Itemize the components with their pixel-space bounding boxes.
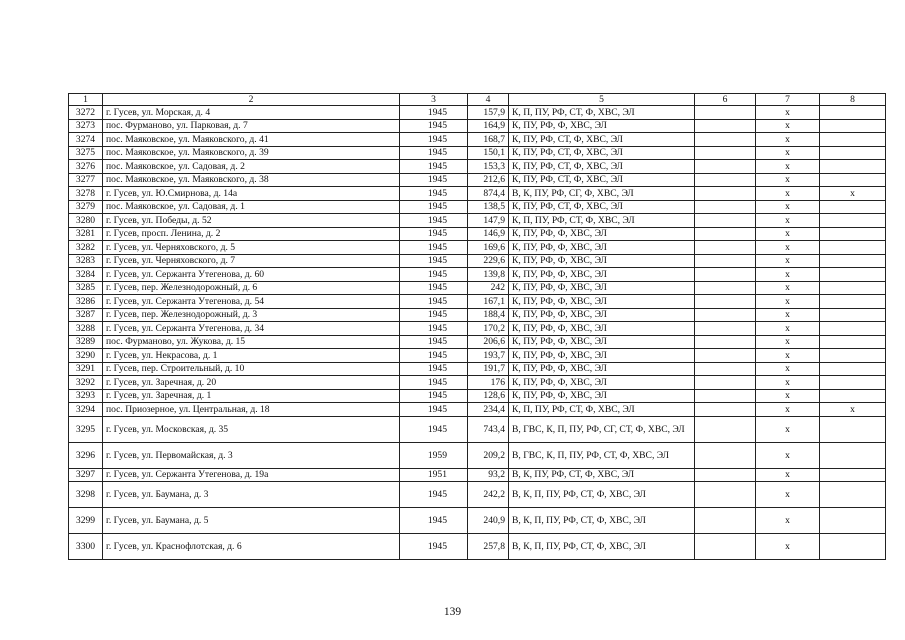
table-row [69, 389, 886, 403]
address-cell: г. Гусев, ул. Черняховского, д. 7 [103, 254, 400, 268]
table-row [69, 376, 886, 390]
area-cell: 139,8 [468, 268, 509, 282]
address-cell: г. Гусев, ул. Черняховского, д. 5 [103, 241, 400, 255]
row-number-cell: 3293 [69, 389, 103, 403]
systems-cell: В, К, П, ПУ, РФ, СТ, Ф, ХВС, ЭЛ [509, 534, 695, 560]
systems-cell: К, ПУ, РФ, СТ, Ф, ХВС, ЭЛ [509, 146, 695, 160]
column-8-cell: х [820, 403, 886, 417]
systems-cell: К, П, ПУ, РФ, СТ, Ф, ХВС, ЭЛ [509, 403, 695, 417]
address-cell: г. Гусев, ул. Заречная, д. 20 [103, 376, 400, 390]
systems-cell: К, ПУ, РФ, Ф, ХВС, ЭЛ [509, 295, 695, 309]
column-7-cell: х [756, 295, 820, 309]
table-row [69, 106, 886, 120]
column-6-cell [695, 482, 756, 508]
address-cell: пос. Маяковское, ул. Маяковского, д. 38 [103, 173, 400, 187]
systems-cell: К, ПУ, РФ, СТ, Ф, ХВС, ЭЛ [509, 160, 695, 174]
column-7-cell: х [756, 268, 820, 282]
column-7-cell: х [756, 322, 820, 336]
table-row [69, 349, 886, 363]
area-cell: 128,6 [468, 389, 509, 403]
column-8-cell [820, 160, 886, 174]
year-cell: 1945 [400, 416, 468, 442]
area-cell: 157,9 [468, 106, 509, 120]
row-number-cell: 3273 [69, 119, 103, 133]
column-8-cell [820, 389, 886, 403]
year-cell: 1945 [400, 482, 468, 508]
area-cell: 146,9 [468, 227, 509, 241]
column-8-cell [820, 376, 886, 390]
year-cell: 1945 [400, 362, 468, 376]
column-6-cell [695, 254, 756, 268]
area-cell: 206,6 [468, 335, 509, 349]
area-cell: 167,1 [468, 295, 509, 309]
systems-cell: К, ПУ, РФ, Ф, ХВС, ЭЛ [509, 268, 695, 282]
year-cell: 1945 [400, 508, 468, 534]
year-cell: 1945 [400, 133, 468, 147]
column-7-cell: х [756, 468, 820, 482]
column-8-cell [820, 173, 886, 187]
table-row [69, 227, 886, 241]
table-row [69, 268, 886, 282]
table-row [69, 322, 886, 336]
column-8-cell [820, 295, 886, 309]
address-cell: г. Гусев, ул. Победы, д. 52 [103, 214, 400, 228]
area-cell: 209,2 [468, 442, 509, 468]
systems-cell: К, ПУ, РФ, Ф, ХВС, ЭЛ [509, 241, 695, 255]
column-8-cell [820, 468, 886, 482]
column-7-cell: х [756, 416, 820, 442]
table-row [69, 362, 886, 376]
row-number-cell: 3276 [69, 160, 103, 174]
column-8-cell [820, 482, 886, 508]
column-header: 7 [756, 94, 820, 106]
column-8-cell [820, 227, 886, 241]
year-cell: 1945 [400, 322, 468, 336]
year-cell: 1945 [400, 389, 468, 403]
column-header: 2 [103, 94, 400, 106]
systems-cell: К, ПУ, РФ, Ф, ХВС, ЭЛ [509, 349, 695, 363]
column-6-cell [695, 349, 756, 363]
year-cell: 1945 [400, 403, 468, 417]
year-cell: 1945 [400, 173, 468, 187]
table-row [69, 187, 886, 201]
column-6-cell [695, 362, 756, 376]
column-7-cell: х [756, 508, 820, 534]
row-number-cell: 3277 [69, 173, 103, 187]
row-number-cell: 3292 [69, 376, 103, 390]
column-7-cell: х [756, 254, 820, 268]
row-number-cell: 3298 [69, 482, 103, 508]
address-cell: г. Гусев, ул. Баумана, д. 3 [103, 482, 400, 508]
address-cell: пос. Фурманово, ул. Жукова, д. 15 [103, 335, 400, 349]
table-row [69, 508, 886, 534]
table-row [69, 254, 886, 268]
row-number-cell: 3278 [69, 187, 103, 201]
systems-cell: К, ПУ, РФ, Ф, ХВС, ЭЛ [509, 376, 695, 390]
address-cell: г. Гусев, ул. Первомайская, д. 3 [103, 442, 400, 468]
area-cell: 240,9 [468, 508, 509, 534]
table-row [69, 295, 886, 309]
column-8-cell [820, 335, 886, 349]
column-6-cell [695, 468, 756, 482]
systems-cell: К, ПУ, РФ, СТ, Ф, ХВС, ЭЛ [509, 133, 695, 147]
column-6-cell [695, 173, 756, 187]
address-cell: пос. Маяковское, ул. Садовая, д. 2 [103, 160, 400, 174]
systems-cell: К, ПУ, РФ, Ф, ХВС, ЭЛ [509, 362, 695, 376]
systems-cell: К, П, ПУ, РФ, СТ, Ф, ХВС, ЭЛ [509, 214, 695, 228]
systems-cell: К, ПУ, РФ, СТ, Ф, ХВС, ЭЛ [509, 200, 695, 214]
table-row [69, 534, 886, 560]
column-8-cell [820, 146, 886, 160]
address-cell: г. Гусев, просп. Ленина, д. 2 [103, 227, 400, 241]
year-cell: 1945 [400, 268, 468, 282]
address-cell: пос. Приозерное, ул. Центральная, д. 18 [103, 403, 400, 417]
systems-cell: К, ПУ, РФ, СТ, Ф, ХВС, ЭЛ [509, 173, 695, 187]
row-number-cell: 3286 [69, 295, 103, 309]
table-row [69, 241, 886, 255]
systems-cell: К, ПУ, РФ, Ф, ХВС, ЭЛ [509, 254, 695, 268]
year-cell: 1945 [400, 146, 468, 160]
column-6-cell [695, 335, 756, 349]
column-header: 5 [509, 94, 695, 106]
column-6-cell [695, 442, 756, 468]
column-7-cell: х [756, 106, 820, 120]
year-cell: 1945 [400, 214, 468, 228]
row-number-cell: 3272 [69, 106, 103, 120]
row-number-cell: 3296 [69, 442, 103, 468]
table-body [69, 94, 886, 560]
year-cell: 1945 [400, 281, 468, 295]
column-6-cell [695, 200, 756, 214]
row-number-cell: 3289 [69, 335, 103, 349]
address-cell: г. Гусев, ул. Баумана, д. 5 [103, 508, 400, 534]
row-number-cell: 3275 [69, 146, 103, 160]
year-cell: 1959 [400, 442, 468, 468]
address-cell: г. Гусев, ул. Ю.Смирнова, д. 14а [103, 187, 400, 201]
column-8-cell [820, 534, 886, 560]
row-number-cell: 3300 [69, 534, 103, 560]
column-6-cell [695, 281, 756, 295]
column-6-cell [695, 119, 756, 133]
area-cell: 242,2 [468, 482, 509, 508]
column-6-cell [695, 534, 756, 560]
address-cell: пос. Маяковское, ул. Маяковского, д. 41 [103, 133, 400, 147]
column-8-cell [820, 106, 886, 120]
area-cell: 176 [468, 376, 509, 390]
table-row [69, 468, 886, 482]
row-number-cell: 3274 [69, 133, 103, 147]
column-7-cell: х [756, 173, 820, 187]
column-header: 4 [468, 94, 509, 106]
column-8-cell [820, 254, 886, 268]
year-cell: 1945 [400, 227, 468, 241]
column-6-cell [695, 133, 756, 147]
column-6-cell [695, 295, 756, 309]
address-cell: пос. Фурманово, ул. Парковая, д. 7 [103, 119, 400, 133]
year-cell: 1945 [400, 254, 468, 268]
column-8-cell [820, 133, 886, 147]
year-cell: 1945 [400, 241, 468, 255]
table-row [69, 160, 886, 174]
year-cell: 1945 [400, 534, 468, 560]
column-6-cell [695, 308, 756, 322]
column-6-cell [695, 106, 756, 120]
area-cell: 168,7 [468, 133, 509, 147]
table-row [69, 442, 886, 468]
row-number-cell: 3281 [69, 227, 103, 241]
row-number-cell: 3282 [69, 241, 103, 255]
column-7-cell: х [756, 403, 820, 417]
column-8-cell [820, 268, 886, 282]
column-7-cell: х [756, 227, 820, 241]
column-7-cell: х [756, 133, 820, 147]
table-row [69, 416, 886, 442]
systems-cell: В, К, П, ПУ, РФ, СТ, Ф, ХВС, ЭЛ [509, 482, 695, 508]
address-cell: г. Гусев, пер. Железнодорожный, д. 6 [103, 281, 400, 295]
column-7-cell: х [756, 335, 820, 349]
column-7-cell: х [756, 534, 820, 560]
column-8-cell [820, 241, 886, 255]
row-number-cell: 3299 [69, 508, 103, 534]
year-cell: 1945 [400, 200, 468, 214]
table-row [69, 482, 886, 508]
area-cell: 242 [468, 281, 509, 295]
column-7-cell: х [756, 308, 820, 322]
column-8-cell [820, 200, 886, 214]
column-6-cell [695, 187, 756, 201]
area-cell: 212,6 [468, 173, 509, 187]
table-row [69, 146, 886, 160]
table-row [69, 281, 886, 295]
year-cell: 1945 [400, 160, 468, 174]
address-cell: пос. Маяковское, ул. Садовая, д. 1 [103, 200, 400, 214]
address-cell: г. Гусев, ул. Сержанта Утегенова, д. 19а [103, 468, 400, 482]
area-cell: 170,2 [468, 322, 509, 336]
column-7-cell: х [756, 281, 820, 295]
year-cell: 1945 [400, 349, 468, 363]
column-8-cell [820, 119, 886, 133]
column-7-cell: х [756, 187, 820, 201]
table-row [69, 173, 886, 187]
table-row [69, 308, 886, 322]
column-6-cell [695, 214, 756, 228]
address-cell: г. Гусев, пер. Строительный, д. 10 [103, 362, 400, 376]
column-7-cell: х [756, 160, 820, 174]
table-row [69, 133, 886, 147]
column-8-cell [820, 362, 886, 376]
row-number-cell: 3280 [69, 214, 103, 228]
year-cell: 1945 [400, 295, 468, 309]
column-8-cell [820, 416, 886, 442]
area-cell: 153,3 [468, 160, 509, 174]
systems-cell: В, ГВС, К, П, ПУ, РФ, СГ, СТ, Ф, ХВС, ЭЛ [509, 416, 695, 442]
column-6-cell [695, 403, 756, 417]
column-6-cell [695, 389, 756, 403]
address-cell: г. Гусев, ул. Некрасова, д. 1 [103, 349, 400, 363]
area-cell: 169,6 [468, 241, 509, 255]
column-6-cell [695, 241, 756, 255]
row-number-cell: 3295 [69, 416, 103, 442]
row-number-cell: 3290 [69, 349, 103, 363]
area-cell: 193,7 [468, 349, 509, 363]
column-7-cell: х [756, 389, 820, 403]
column-6-cell [695, 416, 756, 442]
column-7-cell: х [756, 376, 820, 390]
table-row [69, 214, 886, 228]
registry-table [68, 93, 886, 560]
column-8-cell [820, 442, 886, 468]
column-7-cell: х [756, 214, 820, 228]
column-6-cell [695, 160, 756, 174]
systems-cell: К, ПУ, РФ, Ф, ХВС, ЭЛ [509, 389, 695, 403]
column-8-cell [820, 322, 886, 336]
systems-cell: К, ПУ, РФ, Ф, ХВС, ЭЛ [509, 335, 695, 349]
column-8-cell [820, 281, 886, 295]
year-cell: 1951 [400, 468, 468, 482]
column-8-cell [820, 508, 886, 534]
column-8-cell [820, 214, 886, 228]
area-cell: 147,9 [468, 214, 509, 228]
systems-cell: К, ПУ, РФ, Ф, ХВС, ЭЛ [509, 322, 695, 336]
column-7-cell: х [756, 119, 820, 133]
area-cell: 234,4 [468, 403, 509, 417]
address-cell: г. Гусев, ул. Морская, д. 4 [103, 106, 400, 120]
year-cell: 1945 [400, 187, 468, 201]
column-6-cell [695, 508, 756, 534]
column-6-cell [695, 268, 756, 282]
column-8-cell: х [820, 187, 886, 201]
area-cell: 743,4 [468, 416, 509, 442]
column-7-cell: х [756, 241, 820, 255]
column-6-cell [695, 146, 756, 160]
address-cell: г. Гусев, ул. Московская, д. 35 [103, 416, 400, 442]
table-row [69, 200, 886, 214]
column-number-row [69, 94, 886, 106]
systems-cell: В, К, ПУ, РФ, СТ, Ф, ХВС, ЭЛ [509, 468, 695, 482]
systems-cell: К, ПУ, РФ, Ф, ХВС, ЭЛ [509, 308, 695, 322]
area-cell: 138,5 [468, 200, 509, 214]
area-cell: 229,6 [468, 254, 509, 268]
systems-cell: В, ГВС, К, П, ПУ, РФ, СТ, Ф, ХВС, ЭЛ [509, 442, 695, 468]
year-cell: 1945 [400, 119, 468, 133]
column-7-cell: х [756, 200, 820, 214]
area-cell: 164,9 [468, 119, 509, 133]
column-7-cell: х [756, 482, 820, 508]
column-header: 6 [695, 94, 756, 106]
year-cell: 1945 [400, 106, 468, 120]
area-cell: 874,4 [468, 187, 509, 201]
column-6-cell [695, 376, 756, 390]
address-cell: г. Гусев, ул. Заречная, д. 1 [103, 389, 400, 403]
year-cell: 1945 [400, 376, 468, 390]
year-cell: 1945 [400, 335, 468, 349]
systems-cell: В, К, П, ПУ, РФ, СТ, Ф, ХВС, ЭЛ [509, 508, 695, 534]
systems-cell: К, ПУ, РФ, Ф, ХВС, ЭЛ [509, 281, 695, 295]
row-number-cell: 3288 [69, 322, 103, 336]
column-7-cell: х [756, 146, 820, 160]
systems-cell: В, К, ПУ, РФ, СГ, Ф, ХВС, ЭЛ [509, 187, 695, 201]
address-cell: г. Гусев, ул. Краснофлотская, д. 6 [103, 534, 400, 560]
address-cell: г. Гусев, ул. Сержанта Утегенова, д. 54 [103, 295, 400, 309]
column-header: 3 [400, 94, 468, 106]
column-8-cell [820, 349, 886, 363]
area-cell: 191,7 [468, 362, 509, 376]
column-8-cell [820, 308, 886, 322]
column-7-cell: х [756, 349, 820, 363]
page-number: 139 [443, 606, 462, 618]
column-7-cell: х [756, 362, 820, 376]
column-6-cell [695, 322, 756, 336]
systems-cell: К, ПУ, РФ, Ф, ХВС, ЭЛ [509, 227, 695, 241]
row-number-cell: 3294 [69, 403, 103, 417]
row-number-cell: 3283 [69, 254, 103, 268]
table-row [69, 119, 886, 133]
column-header: 8 [820, 94, 886, 106]
row-number-cell: 3284 [69, 268, 103, 282]
area-cell: 150,1 [468, 146, 509, 160]
address-cell: г. Гусев, пер. Железнодорожный, д. 3 [103, 308, 400, 322]
row-number-cell: 3297 [69, 468, 103, 482]
address-cell: г. Гусев, ул. Сержанта Утегенова, д. 60 [103, 268, 400, 282]
row-number-cell: 3291 [69, 362, 103, 376]
area-cell: 93,2 [468, 468, 509, 482]
area-cell: 257,8 [468, 534, 509, 560]
column-7-cell: х [756, 442, 820, 468]
row-number-cell: 3287 [69, 308, 103, 322]
systems-cell: К, П, ПУ, РФ, СТ, Ф, ХВС, ЭЛ [509, 106, 695, 120]
systems-cell: К, ПУ, РФ, Ф, ХВС, ЭЛ [509, 119, 695, 133]
area-cell: 188,4 [468, 308, 509, 322]
table-row [69, 403, 886, 417]
column-header: 1 [69, 94, 103, 106]
column-6-cell [695, 227, 756, 241]
year-cell: 1945 [400, 308, 468, 322]
address-cell: пос. Маяковское, ул. Маяковского, д. 39 [103, 146, 400, 160]
row-number-cell: 3279 [69, 200, 103, 214]
table-row [69, 335, 886, 349]
address-cell: г. Гусев, ул. Сержанта Утегенова, д. 34 [103, 322, 400, 336]
row-number-cell: 3285 [69, 281, 103, 295]
